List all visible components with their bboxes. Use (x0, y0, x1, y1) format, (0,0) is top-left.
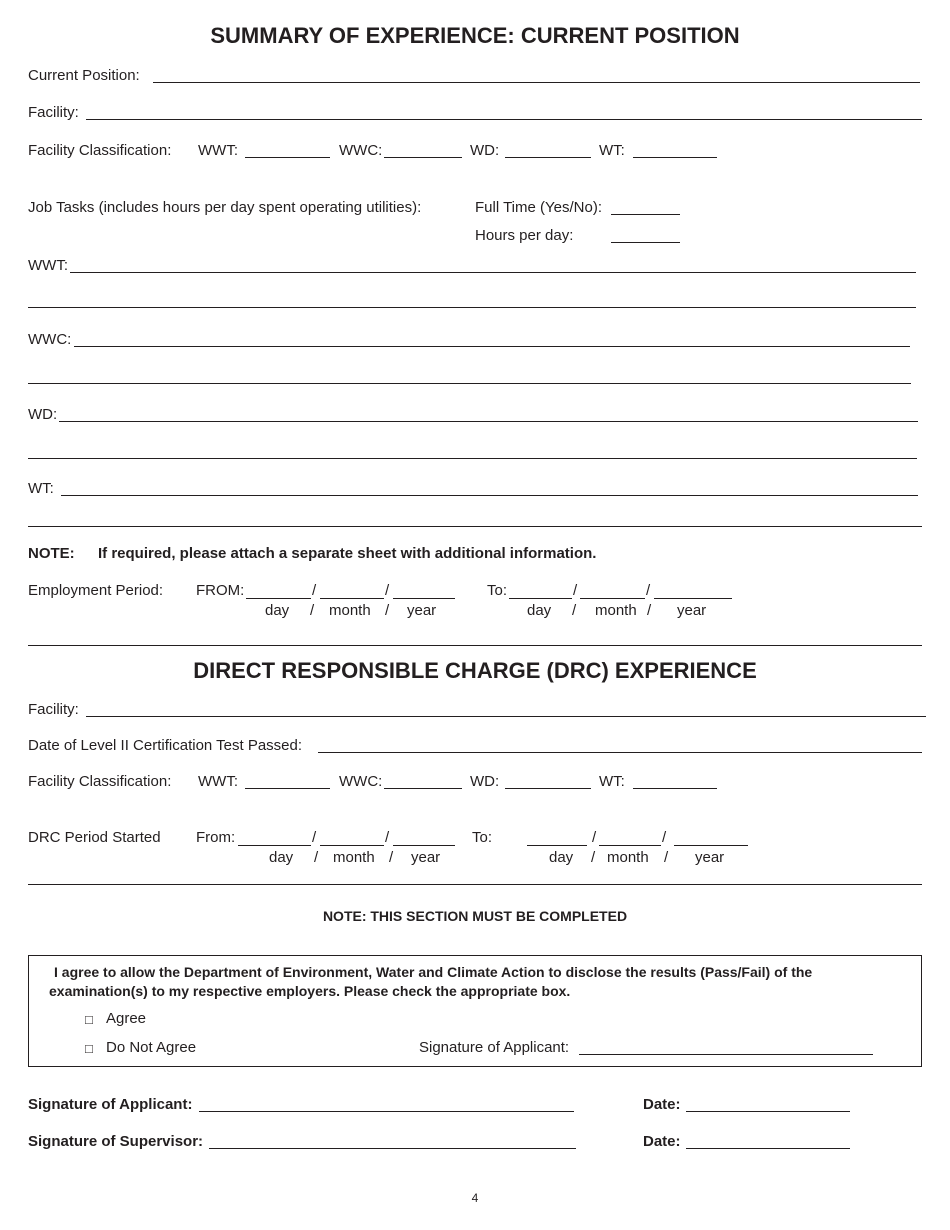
note-label: NOTE: (28, 545, 75, 562)
day-caption: day (527, 602, 552, 619)
month-caption: month (607, 849, 649, 866)
divider (28, 884, 922, 885)
facility-field[interactable] (86, 119, 922, 120)
month-caption: month (329, 602, 371, 619)
task-wwt-field[interactable] (70, 272, 916, 273)
task-wd-field[interactable] (59, 421, 918, 422)
slash: / (310, 602, 315, 619)
drc-wwc-class-label: WWC: (339, 773, 383, 790)
employment-from-year-field[interactable] (393, 598, 455, 599)
slash: / (662, 829, 667, 846)
slash: / (385, 829, 390, 846)
drc-to-day-field[interactable] (527, 845, 587, 846)
agree-checkbox[interactable]: □ (85, 1012, 93, 1027)
year-caption: year (677, 602, 707, 619)
section-title-drc: DIRECT RESPONSIBLE CHARGE (DRC) EXPERIENCE (193, 658, 757, 683)
day-caption: day (269, 849, 294, 866)
slash: / (591, 849, 596, 866)
drc-wt-class-field[interactable] (633, 788, 717, 789)
section-title-current-position: SUMMARY OF EXPERIENCE: CURRENT POSITION (210, 23, 740, 48)
drc-facility-field[interactable] (86, 716, 926, 717)
slash: / (389, 849, 394, 866)
full-time-field[interactable] (611, 214, 680, 215)
drc-to-year-field[interactable] (674, 845, 748, 846)
note-text: If required, please attach a separate sheet with additional information. (98, 545, 597, 562)
cert-date-label: Date of Level II Certification Test Passed: (28, 737, 303, 754)
applicant-date-label: Date: (643, 1096, 681, 1113)
job-tasks-label: Job Tasks (includes hours per day spent operating utilities): (28, 199, 422, 216)
page-number: 4 (471, 1191, 479, 1205)
consent-text-line1: I agree to allow the Department of Environment, Water and Climate Action to disclose the results (Pass/Fail) of the (54, 964, 813, 980)
employment-from-day-field[interactable] (246, 598, 311, 599)
slash: / (573, 582, 578, 599)
drc-facility-label: Facility: (28, 701, 79, 718)
hours-per-day-field[interactable] (611, 242, 680, 243)
drc-from-year-field[interactable] (393, 845, 455, 846)
day-caption: day (265, 602, 290, 619)
year-caption: year (407, 602, 437, 619)
facility-label: Facility: (28, 104, 79, 121)
drc-wt-class-label: WT: (599, 773, 625, 790)
mandatory-section-note: NOTE: THIS SECTION MUST BE COMPLETED (322, 908, 628, 924)
drc-from-month-field[interactable] (320, 845, 384, 846)
drc-period-label: DRC Period Started (28, 829, 161, 846)
employment-to-month-field[interactable] (580, 598, 645, 599)
slash: / (312, 582, 317, 599)
employment-from-month-field[interactable] (320, 598, 384, 599)
wt-class-field[interactable] (633, 157, 717, 158)
agree-label: Agree (106, 1010, 147, 1027)
month-caption: month (333, 849, 375, 866)
task-wwt-label: WWT: (28, 257, 68, 274)
year-caption: year (695, 849, 725, 866)
slash: / (312, 829, 317, 846)
employment-to-label: To: (487, 582, 508, 599)
slash: / (646, 582, 651, 599)
slash: / (572, 602, 577, 619)
task-wwc-field[interactable] (74, 346, 910, 347)
task-wwt-field-line2[interactable] (28, 307, 916, 308)
task-wwc-label: WWC: (28, 331, 72, 348)
month-caption: month (595, 602, 637, 619)
year-caption: year (411, 849, 441, 866)
wd-class-field[interactable] (505, 157, 591, 158)
consent-text-line2: examination(s) to my respective employers. Please check the appropriate box. (49, 983, 571, 999)
wwc-class-label: WWC: (339, 142, 383, 159)
supervisor-signature-label: Signature of Supervisor: (28, 1133, 204, 1150)
drc-wd-class-field[interactable] (505, 788, 591, 789)
cert-date-field[interactable] (318, 752, 922, 753)
wd-class-label: WD: (470, 142, 500, 159)
wt-class-label: WT: (599, 142, 625, 159)
drc-from-label: From: (196, 829, 236, 846)
drc-to-label: To: (472, 829, 493, 846)
supervisor-date-field[interactable] (686, 1148, 850, 1149)
consent-signature-field[interactable] (579, 1054, 873, 1055)
day-caption: day (549, 849, 574, 866)
wwc-class-field[interactable] (384, 157, 462, 158)
applicant-signature-label: Signature of Applicant: (28, 1096, 193, 1113)
slash: / (385, 602, 390, 619)
current-position-field[interactable] (153, 82, 920, 83)
employment-to-day-field[interactable] (509, 598, 572, 599)
applicant-signature-field[interactable] (199, 1111, 574, 1112)
employment-to-year-field[interactable] (654, 598, 732, 599)
hours-per-day-label: Hours per day: (475, 227, 574, 244)
divider (28, 645, 922, 646)
consent-signature-label: Signature of Applicant: (419, 1039, 570, 1056)
applicant-date-field[interactable] (686, 1111, 850, 1112)
do-not-agree-label: Do Not Agree (106, 1039, 197, 1056)
drc-wwt-class-label: WWT: (198, 773, 238, 790)
supervisor-signature-field[interactable] (209, 1148, 576, 1149)
drc-from-day-field[interactable] (238, 845, 311, 846)
wwt-class-label: WWT: (198, 142, 238, 159)
slash: / (592, 829, 597, 846)
drc-wwc-class-field[interactable] (384, 788, 462, 789)
task-wt-field[interactable] (61, 495, 918, 496)
drc-wwt-class-field[interactable] (245, 788, 330, 789)
task-wd-field-line2[interactable] (28, 458, 917, 459)
do-not-agree-checkbox[interactable]: □ (85, 1041, 93, 1056)
slash: / (664, 849, 669, 866)
task-wwc-field-line2[interactable] (28, 383, 911, 384)
current-position-label: Current Position: (28, 67, 140, 84)
drc-to-month-field[interactable] (599, 845, 661, 846)
task-wd-label: WD: (28, 406, 58, 423)
full-time-label: Full Time (Yes/No): (475, 199, 602, 216)
divider (28, 526, 922, 527)
slash: / (314, 849, 319, 866)
drc-wd-class-label: WD: (470, 773, 500, 790)
task-wt-label: WT: (28, 480, 54, 497)
drc-facility-classification-label: Facility Classification: (28, 773, 172, 790)
facility-classification-label: Facility Classification: (28, 142, 172, 159)
slash: / (647, 602, 652, 619)
employment-period-label: Employment Period: (28, 582, 164, 599)
slash: / (385, 582, 390, 599)
wwt-class-field[interactable] (245, 157, 330, 158)
employment-from-label: FROM: (196, 582, 245, 599)
supervisor-date-label: Date: (643, 1133, 681, 1150)
